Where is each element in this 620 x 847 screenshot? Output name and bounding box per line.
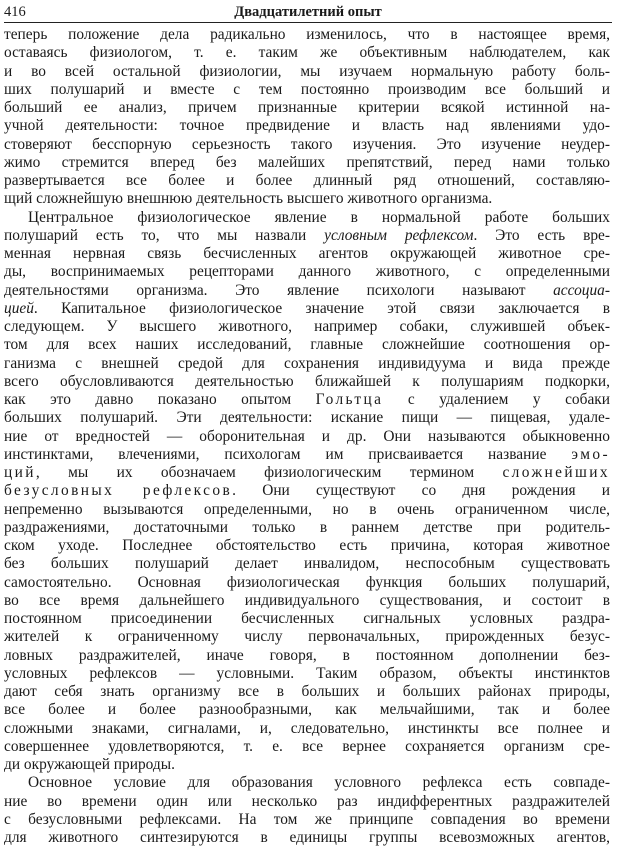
text-line: щий сложнейшую внешнюю деятельность высшего животного организма. bbox=[4, 190, 493, 208]
spaced-term: ций bbox=[4, 464, 36, 481]
text-line: раздражениями, достаточными только в раннем детстве при родитель- bbox=[4, 518, 610, 536]
text-line: том для всех наших исследований, главные сложнейшие соотношения ор- bbox=[4, 336, 610, 354]
text-line: самостоятельно. Основная физиологическая функция больших полушарий, bbox=[4, 573, 610, 591]
text-line: больших полушарий. Эти деятельности: искание пищи — пищевая, удале- bbox=[4, 409, 610, 427]
text-line: ций, мы их обозначаем физиологическим термином сложнейших bbox=[4, 464, 610, 481]
text-line: ском уходе. Последнее обстоятельство есть причина, которая животное bbox=[4, 537, 610, 554]
text-line: всего обусловливаются деятельностью ближайшей к полушариям подкорки, bbox=[4, 372, 610, 390]
text-line: с безусловными рефлексами. На том же принципе совпадения во времени bbox=[4, 810, 610, 828]
text-line: следующем. У высшего животного, например собаки, служившей объек- bbox=[4, 318, 610, 335]
text-line: теперь положение дела радикально изменилось, что в настоящее время, bbox=[4, 26, 610, 43]
text-line: безусловных рефлексов. Они существуют со дня рождения и bbox=[4, 482, 610, 500]
page-number: 416 bbox=[4, 4, 26, 20]
text-line: ние во времени один или несколько раз индифферентных раздражителей bbox=[4, 792, 610, 810]
text-line: как это давно показано опытом Гольтца с удалением у собаки bbox=[4, 391, 610, 408]
spaced-term: сложнейших bbox=[502, 464, 610, 481]
text-line: постоянном присоединении бесчисленных сигнальных условных раздра- bbox=[4, 610, 610, 627]
text-line: инстинктами, влечениями, психологам им присваивается название эмо- bbox=[4, 445, 610, 463]
paragraph-start-line: Центральное физиологическое явление в нормальной работе больших bbox=[28, 208, 610, 226]
italic-term: ассоциа- bbox=[553, 281, 610, 299]
text-line: и во всей остальной физиологии, мы изучаем нормальную работу боль- bbox=[4, 62, 610, 80]
page-header bbox=[4, 2, 612, 23]
spaced-term: эмо- bbox=[571, 445, 610, 463]
text-line: деятельностями организма. Это явление психологи называют ассоциа- bbox=[4, 281, 610, 299]
text-line: дают себя знать организму все в больших и больших районах природы, bbox=[4, 683, 610, 700]
text-line: ды, воспринимаемых рецепторами данного животного, с определенными bbox=[4, 263, 610, 281]
text-line: для животного синтезируются в единицы группы всевозможных агентов, bbox=[4, 829, 610, 846]
text-line: во все время дальнейшего индивидуального существования, и состоит в bbox=[4, 591, 610, 609]
text-line: сложными знаками, сигналами, и, следовательно, инстинкты все полнее и bbox=[4, 719, 610, 737]
running-title: Двадцатилетний опыт bbox=[234, 4, 382, 20]
text-line: жимо стремится вперед без малейших препятствий, перед нами только bbox=[4, 153, 610, 171]
page-body bbox=[4, 26, 610, 847]
text-line: развертывается все более и более длинный ряд отношений, составляю- bbox=[4, 172, 610, 189]
text-line: оставаясь физиологом, т. е. таким же объективным наблюдателем, как bbox=[4, 44, 610, 62]
italic-term: цией bbox=[4, 299, 34, 317]
spaced-term: безусловных рефлексов bbox=[4, 482, 233, 500]
text-line: жителей к ограниченному числу первоначальных, прирожденных безус- bbox=[4, 628, 610, 646]
text-line: без больших полушарий делает инвалидом, неспособным существовать bbox=[4, 555, 610, 573]
text-line: менная нервная связь бесчисленных агентов окружающей животное сре- bbox=[4, 245, 610, 262]
text-line: ших полушарий и вместе с тем постоянно производим все больший и bbox=[4, 80, 610, 98]
text-line: условных рефлексов — условными. Таким образом, объекты инстинктов bbox=[4, 664, 610, 682]
text-line: ганизма с внешней средой для сохранения индивидуума и вида прежде bbox=[4, 354, 610, 372]
text-line: ди окружающей природы. bbox=[4, 756, 175, 773]
text-line: все более и более разнообразными, как мельчайшими, так и более bbox=[4, 701, 610, 719]
text-line: совершеннее удовлетворяются, т. е. все вернее сохраняется организм сре- bbox=[4, 737, 610, 755]
text-line: больший ее анализ, причем признанные критерии всякой истинной на- bbox=[4, 99, 610, 116]
text-line: непременно вызываются определенными, но в очень ограниченном числе, bbox=[4, 500, 610, 518]
paragraph-start-line: Основное условие для образования условного рефлекса есть совпаде- bbox=[28, 774, 610, 792]
text-line: полушарий есть то, что мы назвали условным рефлексом. Это есть вре- bbox=[4, 226, 610, 244]
text-line: учной деятельности: точное предвидение и власть над явлениями удо- bbox=[4, 117, 610, 135]
text-line: ние от вредностей — оборонительная и др. Они называются обыкновенно bbox=[4, 427, 610, 445]
text-line: стоверяют бесспорную серьезность такого изучения. Это изучение неудер- bbox=[4, 135, 610, 153]
text-line: ловных раздражителей, иначе говоря, в постоянном дополнении без- bbox=[4, 646, 610, 664]
text-line: цией. Капитальное физиологическое значение этой связи заключается в bbox=[4, 299, 610, 317]
spaced-name: Гольтца bbox=[315, 391, 384, 408]
italic-term: условным рефлексом bbox=[324, 226, 474, 244]
